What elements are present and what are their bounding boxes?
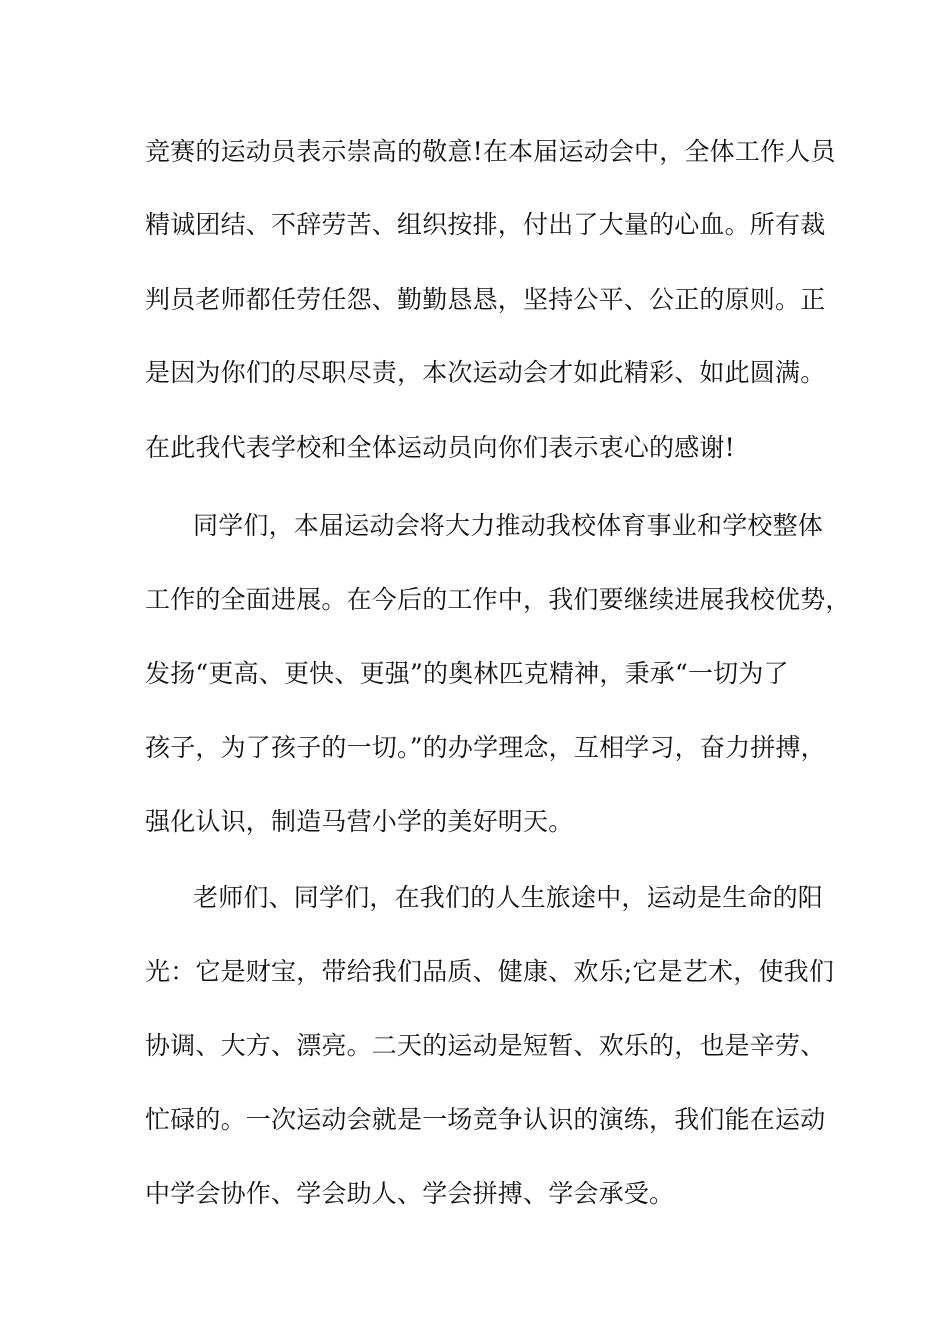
paragraph-start-line: 同学们，本届运动会将大力推动我校体育事业和学校整体	[193, 511, 824, 540]
text-line: 发扬“更高、更快、更强”的奥林匹克精神，秉承“一切为了	[145, 659, 789, 688]
text-line: 光：它是财宝，带给我们品质、健康、欢乐;它是艺术，使我们	[145, 957, 835, 986]
text-line: 判员老师都任劳任怨、勤勤恳恳，坚持公平、公正的原则。正	[145, 285, 826, 314]
text-line: 中学会协作、学会助人、学会拼搏、学会承受。	[145, 1179, 675, 1208]
text-line: 精诚团结、不辞劳苦、组织按排，付出了大量的心血。所有裁	[145, 210, 826, 239]
text-line: 强化认识，制造马营小学的美好明天。	[145, 807, 574, 836]
text-line: 工作的全面进展。在今后的工作中，我们要继续进展我校优势，	[145, 585, 851, 614]
text-line: 协调、大方、漂亮。二天的运动是短暂、欢乐的，也是辛劳、	[145, 1031, 826, 1060]
text-line: 在此我代表学校和全体运动员向你们表示衷心的感谢!	[145, 433, 735, 462]
text-line: 竞赛的运动员表示崇高的敬意!在本届运动会中，全体工作人员	[145, 137, 836, 166]
text-line: 忙碌的。一次运动会就是一场竞争认识的演练，我们能在运动	[145, 1105, 826, 1134]
paragraph-start-line: 老师们、同学们，在我们的人生旅途中，运动是生命的阳	[193, 883, 824, 912]
text-line: 是因为你们的尽职尽责，本次运动会才如此精彩、如此圆满。	[145, 358, 826, 387]
text-line: 孩子，为了孩子的一切。”的办学理念，互相学习，奋力拼搏，	[145, 733, 826, 762]
